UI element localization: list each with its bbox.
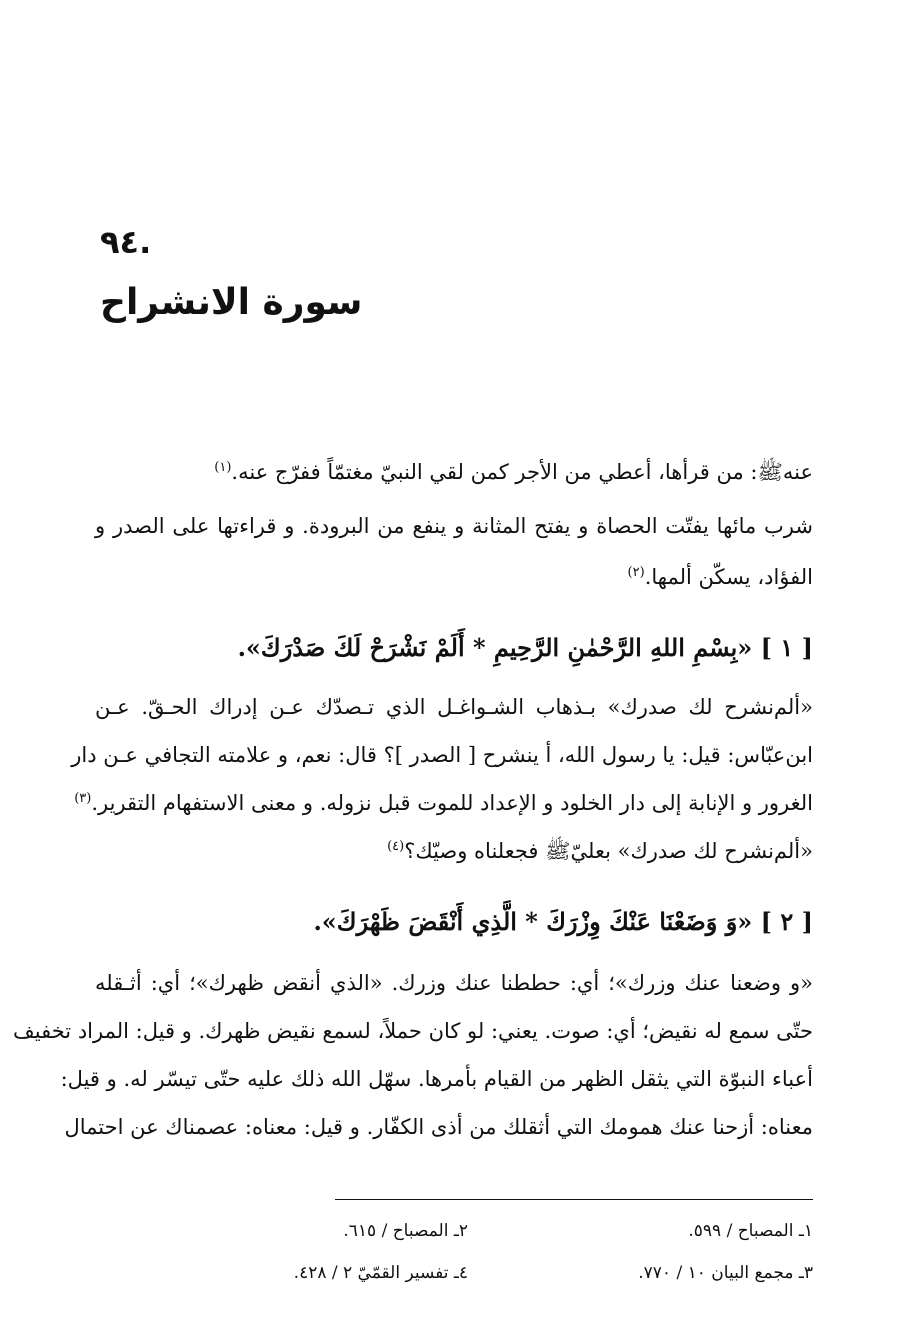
- intro-line-3-text: الفؤاد، يسكّن ألمها.: [644, 565, 813, 589]
- commentary-2-line-3: أعباء النبوّة التي يثقل الظهر من القيام بأمرها. سهّل الله ذلك عليه حتّى تيسّر له. و قيل:: [60, 1067, 813, 1091]
- intro-line-1: [95, 455, 813, 489]
- commentary-2-line-2: حتّى سمع له نقيض؛ أي: صوت. يعني: لو كان حملاً، لسمع نقيض ظهرك. و قيل: المراد تخفيف: [13, 1019, 813, 1043]
- verse-2-number: [ ٢ ]: [760, 907, 813, 936]
- commentary-1-line-3: [74, 786, 813, 820]
- intro-line-3: [95, 560, 813, 594]
- commentary-2-line-1: «و وضعنا عنك وزرك»؛ أي: حططنا عنك وزرك. «الذي أنقض ظهرك»؛ أي: أثـقله: [95, 971, 813, 995]
- commentary-1-line-1: «ألم‌نشرح لك صدرك» بـذهاب الشـواغـل الذي تـصدّك عـن إدراك الحـقّ. عـن: [95, 695, 813, 719]
- footnote-ref-2: (٢): [627, 565, 645, 580]
- footnote-3: ٣ـ مجمع البيان ١٠ / ٧٧٠.: [638, 1263, 813, 1283]
- footnote-ref-3: (٣): [74, 791, 92, 806]
- verse-1: [237, 628, 813, 668]
- footnote-1: ١ـ المصباح / ٥٩٩.: [688, 1221, 813, 1241]
- footnote-divider: [335, 1199, 813, 1200]
- verse-1-text: «بِسْمِ اللهِ الرَّحْمٰنِ الرَّحِيمِ * أَلَمْ نَشْرَحْ لَكَ صَدْرَكَ».: [237, 633, 753, 662]
- footnote-ref-4: (٤): [387, 839, 405, 854]
- intro-line-2: شرب مائها يفتّت الحصاة و يفتح المثانة و ينفع من البرودة. و قراءتها على الصدر و: [95, 514, 813, 538]
- commentary-1-line-2: ابن‌عبّاس: قيل: يا رسول الله، أ ينشرح [ الصدر ]؟ قال: نعم، و علامته التجافي عـن دار: [71, 743, 813, 767]
- verse-2-text: «وَ وَضَعْنَا عَنْكَ وِزْرَكَ * الَّذِي أَنْقَضَ ظَهْرَكَ».: [313, 907, 753, 936]
- verse-1-number: [ ١ ]: [760, 633, 813, 662]
- intro-line-1-text: عنهﷺ: من قرأها، أعطي من الأجر كمن لقي النبيّ مغتمّاً ففرّج عنه.: [231, 460, 813, 484]
- footnote-ref-1: (١): [214, 460, 232, 475]
- sura-number: ٩٤.: [100, 223, 152, 261]
- verse-2: [250, 902, 813, 942]
- commentary-1-line-4: [95, 834, 813, 868]
- footnote-4: ٤ـ تفسير القمّيّ ٢ / ٤٢٨.: [293, 1263, 468, 1283]
- commentary-1-line-3-text: الغرور و الإنابة إلى دار الخلود و الإعداد للموت قبل نزوله. و معنى الاستفهام التقرير.: [91, 791, 813, 815]
- footnote-2: ٢ـ المصباح / ٦١٥.: [343, 1221, 468, 1241]
- commentary-2-line-4: معناه: أزحنا عنك همومك التي أثقلك من أذى الكفّار. و قيل: معناه: عصمناك عن احتمال: [64, 1115, 813, 1139]
- sura-title: سورة الانشراح: [100, 282, 363, 323]
- commentary-1-line-4-text: «ألم‌نشرح لك صدرك» بعليّﷺ فجعلناه وصيّك؟: [404, 839, 813, 863]
